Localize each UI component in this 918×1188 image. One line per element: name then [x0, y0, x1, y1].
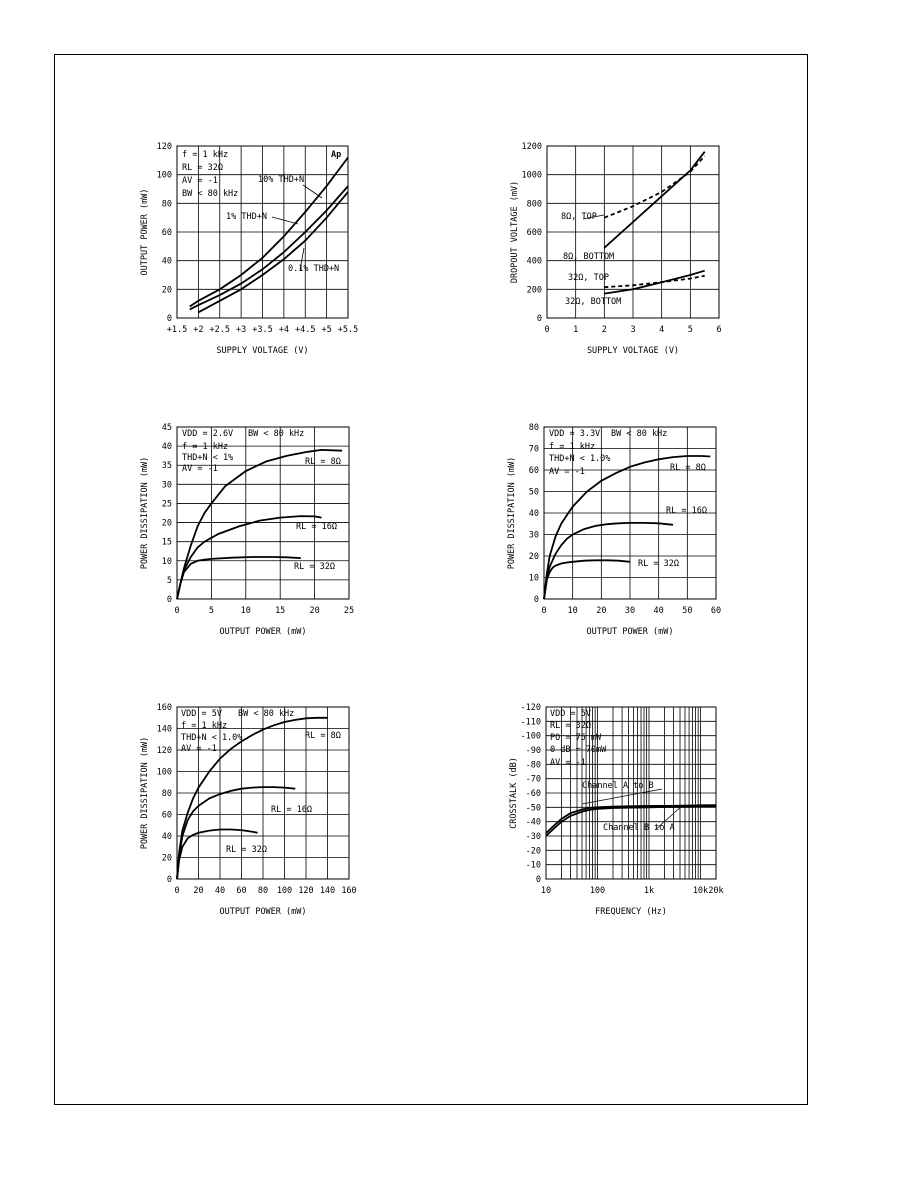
series-annotation: RL = 16Ω — [666, 506, 707, 516]
condition-text: THD+N < 1% — [182, 453, 234, 463]
x-tick-label: +2.5 — [209, 325, 230, 335]
x-tick-label: 160 — [341, 886, 357, 896]
x-tick-label: 25 — [343, 606, 355, 616]
y-tick-label: 140 — [156, 724, 172, 735]
y-tick-label: 30 — [528, 530, 539, 541]
series-annotation: RL = 8Ω — [305, 731, 341, 741]
y-axis-label: DROPOUT VOLTAGE (mV) — [510, 180, 520, 284]
y-tick-label: 0 — [166, 314, 172, 324]
x-tick-label: 2 — [601, 325, 607, 335]
condition-text: THD+N < 1.0% — [181, 733, 243, 743]
x-tick-label: 10k — [692, 886, 709, 896]
x-tick-label: 40 — [653, 606, 664, 616]
y-tick-label: 20 — [161, 285, 172, 296]
condition-text: f = 1 kHz — [549, 442, 596, 452]
y-tick-label: -60 — [525, 789, 541, 799]
series-annotation: 32Ω, BOTTOM — [565, 297, 622, 307]
condition-text: AV = -1 — [182, 176, 218, 186]
y-tick-label: 0 — [535, 875, 541, 885]
chart-c2 — [510, 142, 722, 356]
y-tick-label: 80 — [161, 199, 172, 210]
condition-text: AV = -1 — [550, 758, 586, 768]
y-tick-label: 100 — [156, 170, 172, 181]
y-tick-label: 10 — [528, 573, 539, 584]
y-tick-label: 40 — [161, 442, 172, 453]
y-tick-label: -90 — [525, 746, 541, 756]
condition-text: VDD = 5V — [181, 709, 222, 719]
x-axis-label: OUTPUT POWER (mW) — [219, 627, 307, 637]
x-tick-label: +4.5 — [295, 325, 316, 335]
chart-c3 — [140, 423, 354, 637]
y-tick-label: 800 — [526, 199, 542, 210]
chart-c4 — [507, 423, 721, 637]
x-tick-label: 100 — [589, 886, 606, 896]
y-tick-label: -40 — [525, 817, 541, 828]
x-tick-label: 30 — [624, 606, 636, 616]
y-axis-label: POWER DISSIPATION (mW) — [140, 456, 150, 570]
y-tick-label: 1200 — [521, 142, 542, 152]
condition-text: AV = -1 — [549, 467, 585, 477]
x-tick-label: 6 — [716, 325, 722, 335]
series-annotation: 8Ω, TOP — [561, 212, 597, 222]
x-tick-label: 4 — [659, 325, 665, 335]
x-tick-label: 5 — [208, 606, 214, 616]
condition-text: 0 dB = 70mW — [550, 745, 607, 755]
x-axis-label: OUTPUT POWER (mW) — [586, 627, 674, 637]
y-tick-label: 0 — [533, 595, 539, 605]
y-tick-label: 0 — [536, 314, 542, 324]
series-line — [604, 156, 704, 218]
x-tick-label: 1k — [643, 886, 655, 896]
series-line — [604, 152, 704, 248]
y-tick-label: -120 — [520, 703, 541, 713]
corner-tag: Ap — [331, 150, 342, 160]
condition-text: f = 1 kHz — [181, 721, 228, 731]
x-tick-label: 0 — [174, 606, 180, 616]
condition-text: BW < 80 kHz — [611, 429, 668, 439]
y-tick-label: 80 — [161, 789, 172, 799]
y-tick-label: 80 — [528, 423, 539, 433]
series-annotation: 32Ω, TOP — [568, 273, 609, 283]
x-tick-label: +1.5 — [166, 325, 188, 335]
condition-text: PO = 75 mW — [550, 733, 602, 743]
y-tick-label: 35 — [161, 461, 172, 472]
x-tick-label: 20 — [596, 606, 607, 616]
x-tick-label: 0 — [544, 325, 550, 335]
y-tick-label: -100 — [520, 731, 541, 742]
series-annotation: 1% THD+N — [226, 212, 267, 222]
x-tick-label: 3 — [630, 325, 636, 335]
x-tick-label: 80 — [257, 886, 269, 896]
series-annotation: RL = 8Ω — [670, 463, 706, 473]
y-tick-label: 5 — [166, 575, 172, 586]
condition-text: f = 1 kHz — [182, 150, 229, 160]
y-tick-label: 30 — [161, 480, 172, 491]
y-axis-label: OUTPUT POWER (mW) — [140, 188, 150, 276]
y-tick-label: 200 — [526, 285, 542, 296]
x-tick-label: 60 — [710, 606, 722, 616]
series-annotation: RL = 16Ω — [271, 805, 312, 815]
series-annotation: 0.1% THD+N — [288, 264, 340, 274]
series-annotation: RL = 32Ω — [638, 559, 679, 569]
y-tick-label: 160 — [156, 703, 172, 713]
x-tick-label: +2 — [193, 325, 204, 335]
y-tick-label: 70 — [528, 444, 539, 455]
condition-text: f = 1 kHz — [182, 442, 229, 452]
y-tick-label: 40 — [161, 832, 172, 842]
series-annotation: RL = 32Ω — [226, 845, 267, 855]
condition-text: THD+N < 1.0% — [549, 454, 611, 464]
series-annotation: Channel B to A — [603, 823, 675, 833]
condition-text: BW < 80 kHz — [238, 709, 295, 719]
series-line — [544, 560, 630, 599]
series-line — [190, 186, 348, 309]
y-tick-label: 120 — [156, 746, 172, 756]
x-tick-label: +5.5 — [337, 325, 359, 335]
x-tick-label: +5 — [321, 325, 332, 335]
condition-text: AV = -1 — [181, 744, 217, 754]
condition-text: RL = 32Ω — [550, 721, 591, 731]
x-tick-label: 15 — [275, 606, 286, 616]
series-line — [177, 787, 295, 879]
x-tick-label: 10 — [240, 606, 251, 616]
condition-text: VDD = 5V — [550, 709, 591, 719]
series-annotation: Channel A to B — [582, 781, 654, 791]
x-tick-label: +3.5 — [252, 325, 273, 335]
x-tick-label: 5 — [687, 325, 693, 335]
y-tick-label: 20 — [161, 853, 172, 864]
y-tick-label: -20 — [525, 846, 541, 857]
y-tick-label: 25 — [161, 499, 172, 510]
x-tick-label: 140 — [319, 886, 336, 896]
chart-c1 — [140, 142, 358, 356]
y-tick-label: 40 — [528, 509, 539, 519]
y-tick-label: 20 — [528, 552, 539, 562]
x-tick-label: 10 — [540, 886, 552, 896]
y-axis-label: POWER DISSIPATION (mW) — [140, 736, 150, 850]
x-tick-label: 0 — [541, 606, 547, 616]
x-tick-label: 120 — [298, 886, 314, 896]
y-tick-label: 60 — [161, 810, 172, 821]
x-tick-label: 0 — [174, 886, 180, 896]
x-tick-label: 20 — [193, 886, 204, 896]
y-tick-label: 0 — [166, 595, 172, 605]
x-tick-label: 1 — [573, 325, 579, 335]
annotation-leader — [272, 217, 298, 224]
chart-c6 — [509, 703, 724, 917]
y-tick-label: -30 — [525, 832, 541, 842]
x-axis-label: OUTPUT POWER (mW) — [219, 907, 307, 917]
series-line — [177, 557, 301, 599]
series-annotation: RL = 32Ω — [294, 562, 335, 572]
series-annotation: RL = 16Ω — [296, 522, 337, 532]
x-tick-label: 10 — [567, 606, 578, 616]
y-tick-label: -70 — [525, 774, 541, 785]
y-tick-label: 60 — [528, 466, 539, 476]
condition-text: BW < 80 kHz — [248, 429, 305, 439]
condition-text: AV = -1 — [182, 464, 218, 474]
annotation-leader — [303, 185, 322, 198]
series-annotation: RL = 8Ω — [305, 457, 341, 467]
y-tick-label: 120 — [156, 142, 172, 152]
condition-text: BW < 80 kHz — [182, 189, 239, 199]
y-tick-label: 400 — [526, 256, 542, 267]
y-tick-label: 20 — [161, 518, 172, 529]
y-tick-label: 600 — [526, 228, 542, 238]
y-tick-label: 45 — [161, 423, 172, 433]
x-tick-label: 50 — [682, 606, 693, 616]
condition-text: VDD = 3.3V — [549, 429, 601, 439]
y-tick-label: 10 — [161, 556, 172, 567]
x-tick-label: 20 — [309, 606, 320, 616]
x-tick-label: 40 — [214, 886, 226, 896]
y-tick-label: 40 — [161, 256, 172, 267]
condition-text: VDD = 2.6V — [182, 429, 234, 439]
x-axis-label: FREQUENCY (Hz) — [595, 907, 667, 917]
x-tick-label: +3 — [236, 325, 247, 335]
series-annotation: 10% THD+N — [258, 175, 305, 185]
y-tick-label: -80 — [525, 760, 541, 771]
y-tick-label: 1000 — [521, 170, 542, 181]
y-tick-label: 50 — [528, 487, 539, 498]
y-axis-label: CROSSTALK (dB) — [509, 757, 519, 829]
y-tick-label: -110 — [520, 717, 541, 728]
condition-text: RL = 32Ω — [182, 163, 223, 173]
chart-c5 — [140, 703, 357, 917]
x-tick-label: 60 — [236, 886, 247, 896]
x-tick-label: 20k — [708, 886, 724, 896]
series-line — [604, 276, 704, 288]
y-tick-label: 15 — [161, 537, 172, 548]
y-tick-label: -10 — [525, 860, 541, 871]
x-axis-label: SUPPLY VOLTAGE (V) — [586, 346, 680, 356]
y-axis-label: POWER DISSIPATION (mW) — [507, 456, 517, 570]
x-tick-label: +4 — [278, 325, 289, 335]
y-tick-label: 100 — [156, 767, 172, 778]
x-tick-label: 100 — [276, 886, 293, 896]
series-annotation: 8Ω, BOTTOM — [563, 252, 615, 262]
y-tick-label: 60 — [161, 228, 172, 238]
x-axis-label: SUPPLY VOLTAGE (V) — [216, 346, 309, 356]
y-tick-label: -50 — [525, 803, 541, 814]
y-tick-label: 0 — [166, 875, 172, 885]
